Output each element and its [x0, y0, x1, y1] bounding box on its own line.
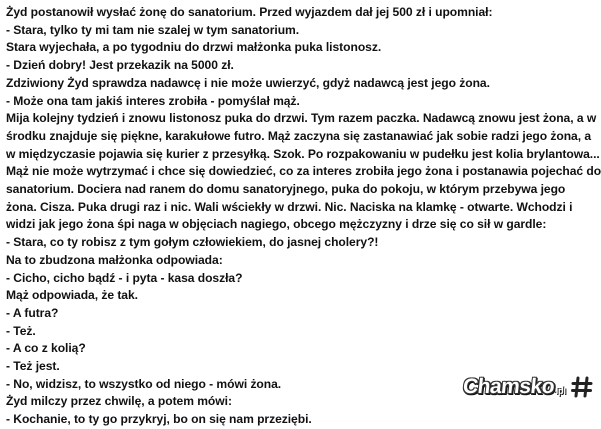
text-line: widzi jak jego żona śpi naga w objęciach nagiego, obcego mężczyzny i drze się co sił w gardle: — [6, 217, 547, 232]
text-line: sanatorium. Dociera nad ranem do domu sanatoryjnego, puka do pokoju, w którym przebywa jego — [6, 182, 566, 197]
text-line: Na to zbudzona małżonka odpowiada: — [6, 252, 223, 267]
text-line: Żyd postanowił wysłać żonę do sanatorium. Przed wyjazdem dał jej 500 zł i upomniał: — [6, 5, 493, 19]
text-line: - Może ona tam jakiś interes zrobiła - pomyślał mąż. — [6, 93, 300, 108]
text-line: - Stara, tylko ty mi tam nie szalej w tym sanatorium. — [6, 22, 300, 37]
text-line: - A co z kolią? — [6, 341, 86, 356]
text-line: środku znajduje się piękne, karakułowe futro. Mąż zaczyna się zastanawiać jak sobie radzi jego żona, a — [6, 128, 592, 143]
text-line: - Też. — [6, 323, 36, 338]
joke-text — [6, 4, 601, 429]
text-line: Żyd milczy przez chwilę, a potem mówi: — [6, 394, 232, 409]
text-line: Mija kolejny tydzień i znowu listonosz puka do drzwi. Tym razem paczka. Nadawcą znowu jest żona, a w — [6, 111, 597, 126]
text-line: - A futra? — [6, 305, 59, 320]
text-line: Stara wyjechała, a po tygodniu do drzwi małżonka puka listonosz. — [6, 40, 382, 55]
hash-grid-icon — [570, 375, 594, 399]
text-line: w międzyczasie pojawia się kurier z przesyłką. Szok. Po rozpakowaniu w pudełku jest kolia brylantowa... — [6, 146, 600, 161]
text-line: - Kochanie, to ty go przykryj, bo on się nam przeziębi. — [6, 412, 312, 427]
site-watermark — [463, 375, 594, 399]
text-line: - Cicho, cicho bądź - i pyta - kasa doszła? — [6, 270, 243, 285]
text-line: - Stara, co ty robisz z tym gołym człowiekiem, do jasnej cholery?! — [6, 235, 379, 250]
watermark-suffix: .pl — [555, 386, 566, 396]
text-line: Zdziwiony Żyd sprawdza nadawcę i nie może uwierzyć, gdyż nadawcą jest jego żona. — [6, 75, 490, 90]
text-line: Mąż nie może wytrzymać i chce się dowiedzieć, co za interes zrobiła jego żona i postanawia pojechać do — [6, 164, 601, 179]
watermark-name: Chamsko — [462, 375, 556, 398]
text-line: - Dzień dobry! Jest przekazik na 5000 zł. — [6, 58, 234, 73]
text-line: Mąż odpowiada, że tak. — [6, 288, 138, 303]
text-line: - No, widzisz, to wszystko od niego - mówi żona. — [6, 376, 282, 391]
text-line: - Też jest. — [6, 359, 60, 374]
text-line: żona. Cisza. Puka drugi raz i nic. Wali wściekły w drzwi. Nic. Naciska na klamkę - otwarte. Wchodzi i — [6, 199, 573, 214]
